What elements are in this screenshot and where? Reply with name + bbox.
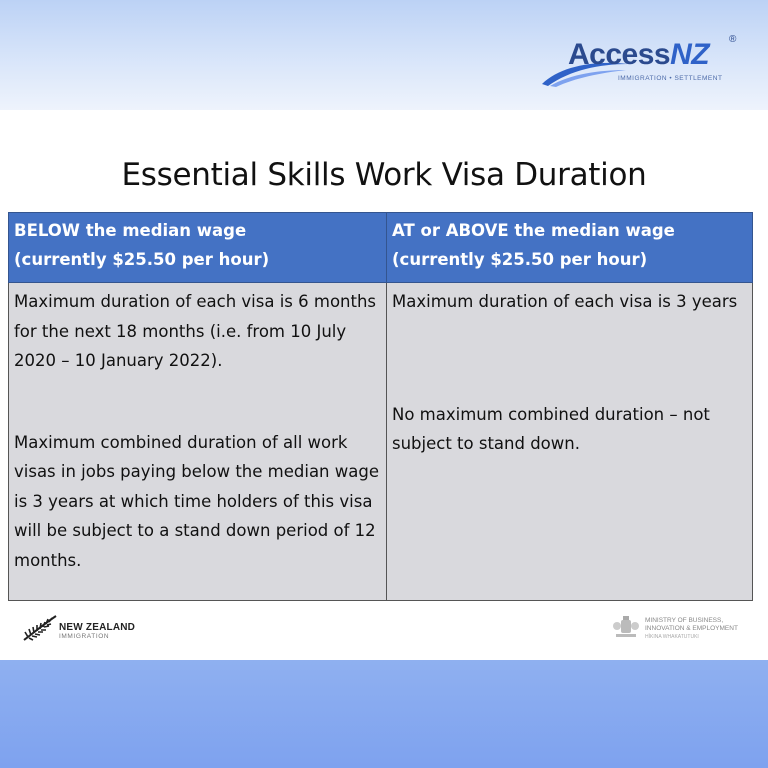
- above-para-2: No maximum combined duration – not subject to stand down.: [392, 404, 710, 453]
- below-para-2: Maximum combined duration of all work visas in jobs paying below the median wage is 3 years at which time holders of this visa will be subject to a stand down period of 12 months.: [14, 432, 379, 570]
- brand-tagline: IMMIGRATION • SETTLEMENT: [618, 75, 723, 82]
- table-header-row: [9, 213, 753, 283]
- nz-immigration-logo: NEW ZEALAND IMMIGRATION: [22, 614, 152, 644]
- page-title: Essential Skills Work Visa Duration: [121, 157, 647, 193]
- accessnz-logo: [540, 32, 750, 92]
- header-above-median: AT or ABOVE the median wage (currently $25.50 per hour): [387, 213, 753, 283]
- cell-below-median: [9, 283, 387, 601]
- silver-fern-icon: [22, 614, 58, 642]
- above-para-1: Maximum duration of each visa is 3 years: [392, 292, 738, 311]
- visa-duration-table: [8, 212, 753, 601]
- bottom-banner: [0, 660, 768, 768]
- brand-name: AccessNZ: [568, 38, 710, 71]
- nz-coat-of-arms-icon: [612, 615, 640, 641]
- registered-mark: ®: [729, 34, 737, 45]
- mbie-logo: MINISTRY OF BUSINESS, INNOVATION & EMPLOYMENT HĪKINA WHAKATUTUKI: [612, 615, 757, 643]
- cell-above-median: [387, 283, 753, 601]
- below-para-1: Maximum duration of each visa is 6 months for the next 18 months (i.e. from 10 July 2020 – 10 January 2022).: [14, 292, 377, 370]
- header-below-median: BELOW the median wage (currently $25.50 per hour): [9, 213, 387, 283]
- table-row: [9, 283, 753, 601]
